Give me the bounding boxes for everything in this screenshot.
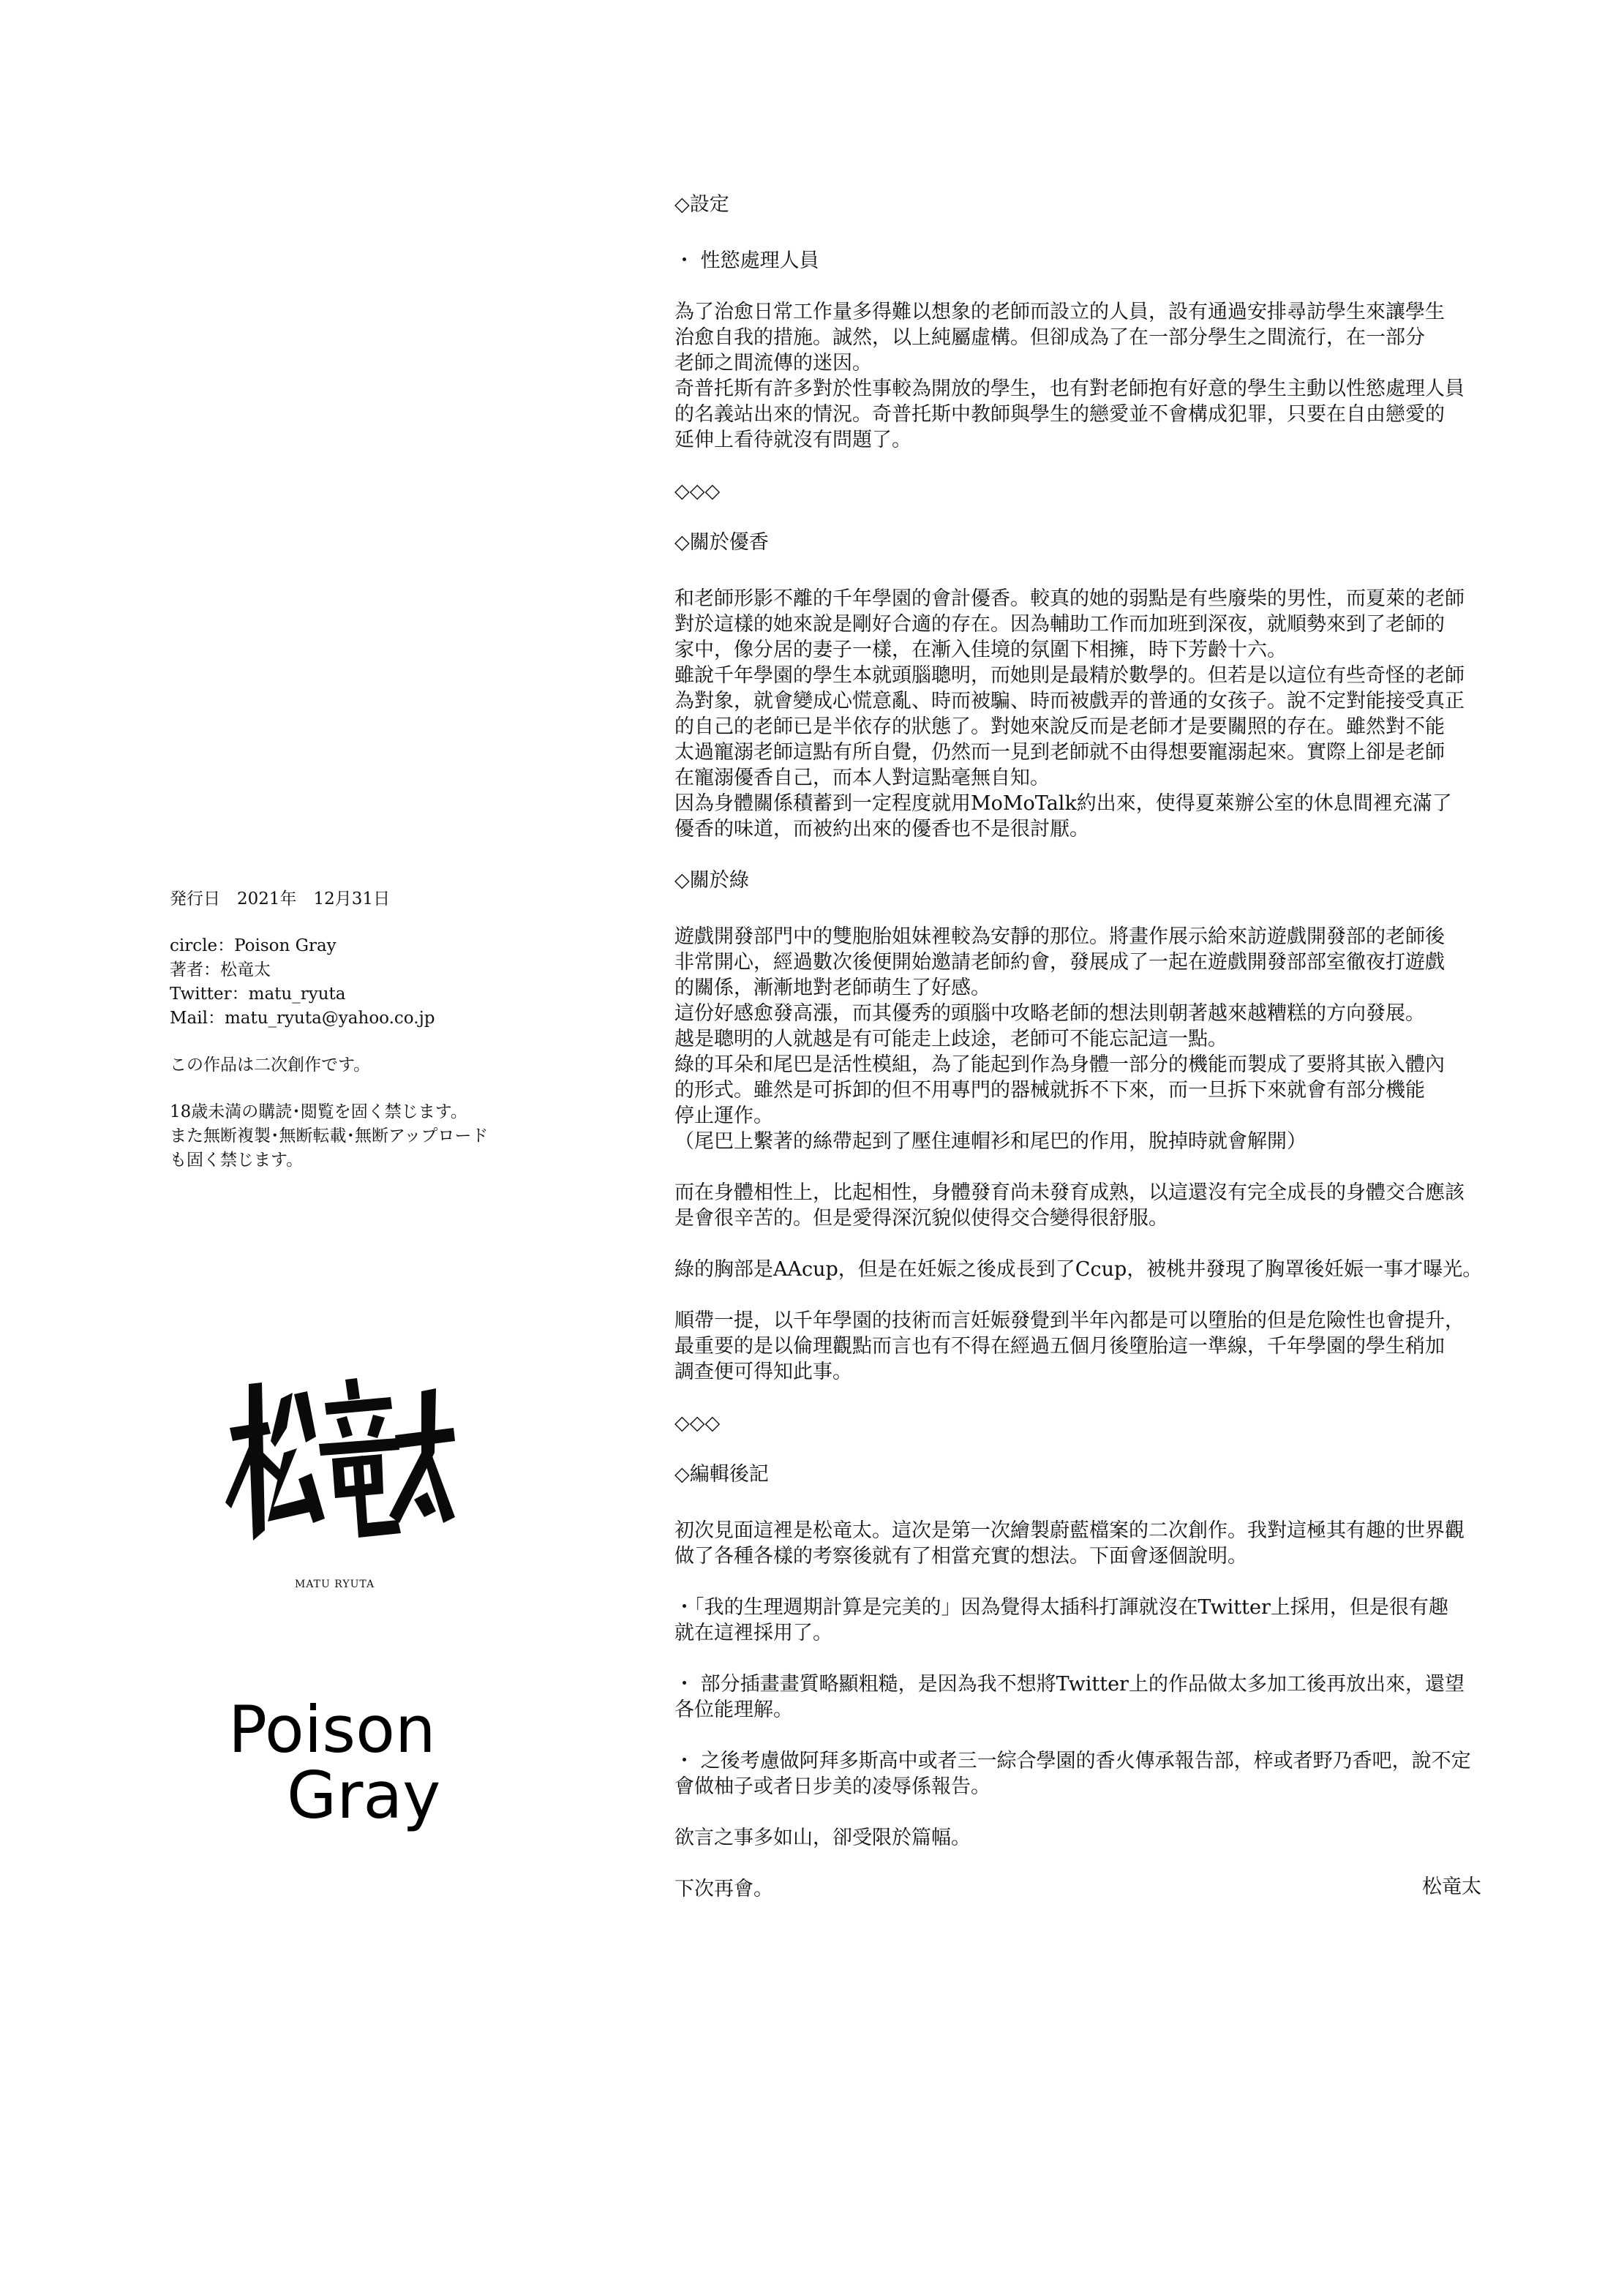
issue-date: 発行日 2021年 12月31日 (170, 889, 391, 909)
circle-logo-line-2: Gray (287, 1758, 441, 1833)
section-divider: ◇◇◇ (674, 1412, 721, 1434)
postscript-closing-1: 欲言之事多如山，卻受限於篇幅。 (674, 1827, 971, 1849)
calligraphy-caption: MATU RYUTA (295, 1579, 375, 1590)
midori-paragraph-2: 而在身體相性上，比起相性，身體發育尚未發育成熟，以這還沒有完全成長的身體交合應該 是會很辛苦的。但是愛得深沉貌似使得交合變得很舒服。 (674, 1181, 1465, 1230)
midori-paragraph-1: 遊戲開發部門中的雙胞胎姐妹裡較為安靜的那位。將畫作展示給來訪遊戲開發部的老師後 非常開心，經過數次後便開始邀請老師約會，發展成了一起在遊戲開發部部室徹夜打遊戲 的關係，漸漸地對老師萌生了好感。 這份好感愈發高漲，而其優秀的頭腦中攻略老師的想法則朝著越來越糟糕的方向發展。 越是聰明的人就越是有可能走上歧途，老師可不能忘記這一點。 綠的耳朵和尾巴是活性模組，為了能起到作為身體一部分的機能而製成了要將其嵌入體內 的形式。雖然是可拆卸的但不用專門的器械就拆不下來，而一旦拆下來就會有部分機能 停止運作。 （尾巴上繫著的絲帶起到了壓住連帽衫和尾巴的作用，脫掉時就會解開） (674, 925, 1445, 1153)
twitter-handle: Twitter：matu_ryuta (170, 985, 346, 1004)
age-restriction-notice: 18歳未満の購読･閲覧を固く禁じます。 また無断複製･無断転載･無断アップロード も固く禁じます。 (170, 1102, 489, 1170)
role-heading: ・ 性慾處理人員 (674, 249, 819, 272)
circle-name: circle：Poison Gray (170, 936, 337, 955)
postscript-point-1: ・「我的生理週期計算是完美的」因為覺得太插科打諢就沒在Twitter上採用，但是很有趣 就在這裡採用了。 (674, 1596, 1448, 1644)
midori-paragraph-3: 綠的胸部是AAcup，但是在妊娠之後成長到了Ccup，被桃井發現了胸罩後妊娠一事才曝光。 (674, 1258, 1483, 1281)
settings-heading: ◇設定 (674, 193, 729, 216)
yuuka-heading: ◇關於優香 (674, 531, 769, 554)
author-name: 著者：松竜太 (170, 960, 271, 979)
mail-address: Mail：matu_ryuta@yahoo.co.jp (170, 1009, 435, 1028)
circle-logo-line-1: Poison (228, 1692, 436, 1767)
derivative-notice: この作品は二次創作です。 (170, 1056, 371, 1075)
section-divider: ◇◇◇ (674, 480, 721, 503)
circle-logo (228, 1692, 462, 1833)
postscript-point-3: ・ 之後考慮做阿拜多斯高中或者三一綜合學園的香火傳承報告部，梓或者野乃香吧，說不定 會做柚子或者日步美的凌辱係報告。 (674, 1750, 1471, 1798)
postscript-intro: 初次見面這裡是松竜太。這次是第一次繪製蔚藍檔案的二次創作。我對這極其有趣的世界觀 做了各種各樣的考察後就有了相當充實的想法。下面會逐個說明。 (674, 1519, 1465, 1568)
postscript-closing-2: 下次再會。 (674, 1878, 773, 1900)
midori-paragraph-4: 順帶一提，以千年學園的技術而言妊娠發覺到半年內都是可以墮胎的但是危險性也會提升， 最重要的是以倫理觀點而言也有不得在經過五個月後墮胎這一準線，千年學園的學生稍加 調查便可得知此事。 (674, 1309, 1465, 1383)
afterword-column (674, 192, 1523, 1902)
midori-heading: ◇關於綠 (674, 869, 749, 892)
colophon (170, 887, 609, 1173)
calligraphy-logo (217, 1377, 458, 1545)
role-paragraph: 為了治愈日常工作量多得難以想象的老師而設立的人員，設有通過安排尋訪學生來讓學生 治愈自我的措施。誠然，以上純屬虛構。但卻成為了在一部分學生之間流行，在一部分 老師之間流傳的迷因。 奇普托斯有許多對於性事較為開放的學生，也有對老師抱有好意的學生主動以性慾處理人員 的名義站出來的情況。奇普托斯中教師與學生的戀愛並不會構成犯罪，只要在自由戀愛的 延伸上看待就沒有問題了。 (674, 301, 1465, 451)
yuuka-paragraph: 和老師形影不離的千年學園的會計優香。較真的她的弱點是有些廢柴的男性，而夏萊的老師 對於這樣的她來說是剛好合適的存在。因為輔助工作而加班到深夜，就順勢來到了老師的 家中，像分居的妻子一樣，在漸入佳境的氛圍下相擁，時下芳齡十六。 雖說千年學園的學生本就頭腦聰明，而她則是最精於數學的。但若是以這位有些奇怪的老師 為對象，就會變成心慌意亂、時而被騙、時而被戲弄的普通的女孩子。說不定對能接受真正 的自己的老師已是半依存的狀態了。對她來說反而是老師才是要關照的存在。雖然對不能 太過寵溺老師這點有所自覺，仍然而一見到老師就不由得想要寵溺起來。實際上卻是老師 在寵溺優香自己，而本人對這點毫無自知。 因為身體關係積蓄到一定程度就用MoMoTalk約出來，使得夏萊辦公室的休息間裡充滿了 優香的味道，而被約出來的優香也不是很討厭。 (674, 587, 1465, 840)
author-signature: 松竜太 (1422, 1876, 1481, 1898)
postscript-heading: ◇編輯後記 (674, 1463, 769, 1486)
postscript-point-2: ・ 部分插畫畫質略顯粗糙，是因為我不想將Twitter上的作品做太多加工後再放出來，還望 各位能理解。 (674, 1673, 1465, 1721)
